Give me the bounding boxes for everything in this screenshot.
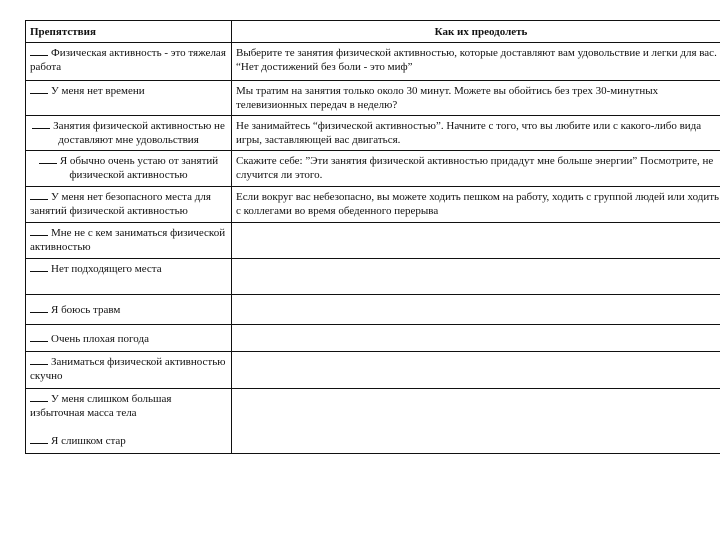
- obstacles-table: [25, 20, 720, 454]
- table-header-row: [26, 21, 720, 43]
- header-solutions: Как их преодолеть: [232, 21, 720, 43]
- obstacle-text: У меня слишком большая избыточная масса тела: [30, 393, 172, 419]
- obstacle-text: Я боюсь травм: [51, 304, 121, 316]
- checkbox-blank-line[interactable]: [32, 119, 50, 129]
- table-row: [26, 187, 720, 223]
- checkbox-blank-line[interactable]: [30, 434, 48, 444]
- obstacle-cell: [26, 151, 232, 187]
- table-row: [26, 352, 720, 389]
- table-row: [26, 389, 720, 454]
- obstacle-cell: [26, 43, 232, 81]
- table-row: [26, 325, 720, 352]
- checkbox-blank-line[interactable]: [30, 392, 48, 402]
- obstacle-cell: [26, 187, 232, 223]
- table-row: [26, 116, 720, 151]
- table-row: [26, 295, 720, 325]
- checkbox-blank-line[interactable]: [30, 46, 48, 56]
- table-row: [26, 223, 720, 259]
- obstacle-cell: [26, 116, 232, 151]
- obstacle-cell: [26, 389, 232, 454]
- solution-cell: Не занимайтесь “физической активностью”. Начните с того, что вы любите или с какого-либо вида игры, заставляющей вас двигаться.: [232, 116, 720, 151]
- table-row: [26, 81, 720, 116]
- solution-cell: [232, 352, 720, 389]
- obstacle-cell: [26, 352, 232, 389]
- obstacle-cell: [26, 259, 232, 295]
- obstacle-cell: [26, 325, 232, 352]
- checkbox-blank-line[interactable]: [30, 355, 48, 365]
- obstacle-text: Очень плохая погода: [51, 332, 149, 345]
- obstacle-cell: [26, 295, 232, 325]
- obstacle-text: Я обычно очень устаю от занятий физической активностью: [59, 155, 219, 181]
- table-row: [26, 151, 720, 187]
- obstacle-text-extra: Я слишком стар: [51, 435, 126, 447]
- solution-cell: Если вокруг вас небезопасно, вы можете ходить пешком на работу, ходить с группой людей или ходить с коллегами во время обеденного перерыва: [232, 187, 720, 223]
- solution-cell: [232, 295, 720, 325]
- solution-cell: [232, 325, 720, 352]
- solution-cell: [232, 223, 720, 259]
- obstacle-text: Заниматься физической активностью скучно: [30, 356, 226, 382]
- obstacle-cell: [26, 81, 232, 116]
- obstacle-text: Мне не с кем заниматься физической активностью: [30, 227, 226, 253]
- checkbox-blank-line[interactable]: [30, 190, 48, 200]
- obstacle-text: Нет подходящего места: [51, 263, 162, 275]
- checkbox-blank-line[interactable]: [30, 332, 48, 342]
- table-row: [26, 259, 720, 295]
- solution-cell: [232, 259, 720, 295]
- checkbox-blank-line[interactable]: [39, 154, 57, 164]
- solution-cell: Мы тратим на занятия только около 30 минут. Можете вы обойтись без трех 30-минутных телевизионных передач в неделю?: [232, 81, 720, 116]
- solution-cell: [232, 389, 720, 454]
- obstacle-text: Физическая активность - это тяжелая работа: [30, 47, 226, 73]
- obstacle-text: У меня нет времени: [51, 85, 145, 97]
- solution-cell: Скажите себе: ”Эти занятия физической активностью придадут мне больше энергии” Посмотрите, не случится ли этого.: [232, 151, 720, 187]
- obstacle-cell: [26, 223, 232, 259]
- checkbox-blank-line[interactable]: [30, 84, 48, 94]
- header-obstacles: Препятствия: [26, 21, 232, 43]
- checkbox-blank-line[interactable]: [30, 226, 48, 236]
- obstacle-text: У меня нет безопасного места для занятий физической активностью: [30, 191, 211, 217]
- obstacle-text: Занятия физической активностью не доставляют мне удовольствия: [53, 120, 225, 146]
- table-row: [26, 43, 720, 81]
- checkbox-blank-line[interactable]: [30, 303, 48, 313]
- checkbox-blank-line[interactable]: [30, 262, 48, 272]
- solution-cell: Выберите те занятия физической активностью, которые доставляют вам удовольствие и легки для вас. “Нет достижений без боли - это миф”: [232, 43, 720, 81]
